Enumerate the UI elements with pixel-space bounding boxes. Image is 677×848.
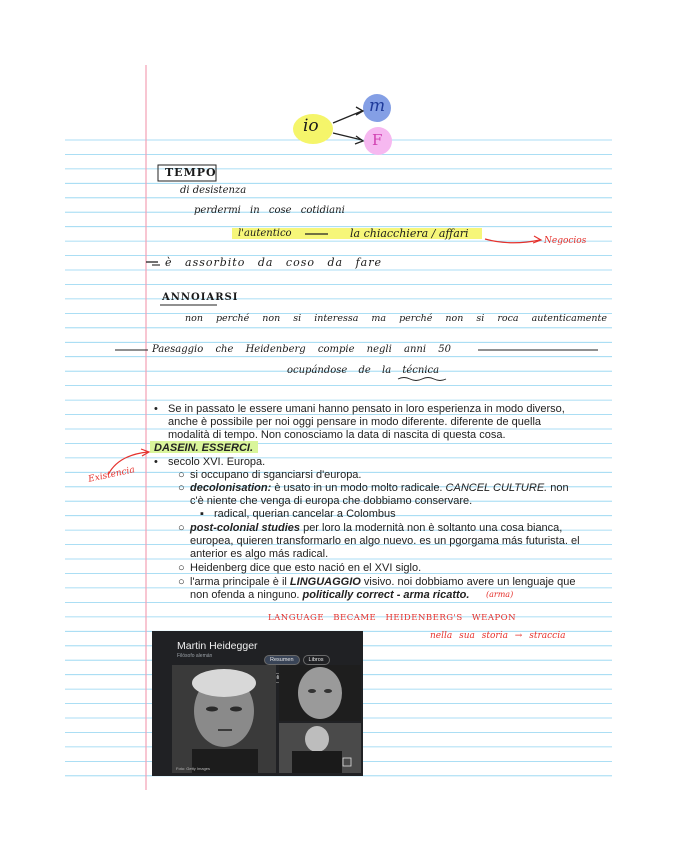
red-note-2: nella sua storia → straccia <box>430 631 566 641</box>
arma-note: (arma) <box>486 590 514 599</box>
paesaggio-line1: Paesaggio che Heidenberg compie negli anni 50 <box>152 344 451 355</box>
typed-s2: ○ decolonisation: è usato in un modo molto radicale. CANCEL CULTURE. non <box>178 482 569 494</box>
typed-p2: • secolo XVI. Europa. <box>154 456 266 468</box>
annoiarsi-line1: non perché non si interessa ma perché non si roca autenticamente <box>185 313 607 324</box>
io-label: io <box>303 116 319 136</box>
typed-s3-line2: europea, quieren transformarlo en algo nuevo. es un pgorgama más futurista. el <box>190 535 580 547</box>
tempo-line4: è assorbito da coso da fare <box>165 256 382 269</box>
typed-s2-line2: c'è niente che venga di europa che dobbiamo conservare. <box>190 495 473 507</box>
annoiarsi-heading: ANNOIARSI <box>162 292 239 303</box>
existencia-note: Existencia <box>87 465 136 485</box>
tempo-line3-left: l'autentico <box>238 228 292 239</box>
bullet-icon: ▪ <box>200 508 204 520</box>
typed-ss1: ▪ radical, querian cancelar a Colombus <box>200 508 396 520</box>
typed-p1-line2: anche è possibile per noi oggi pensare in modo diferente. diferente de quella <box>168 416 542 428</box>
paesaggio-line2-a: ocupándose de la <box>287 365 392 376</box>
tab-libros[interactable]: Libros <box>303 655 330 665</box>
circle-bullet-icon: ○ <box>178 469 185 481</box>
typed-s3: ○ post-colonial studies per loro la modernità non è soltanto una cosa bianca, <box>178 522 563 534</box>
f-label: F <box>372 131 383 149</box>
heidegger-photo-panel <box>152 631 363 776</box>
photo-title: Martin Heidegger <box>177 640 258 652</box>
m-label: m <box>369 96 386 116</box>
red-note-1: LANGUAGE BECAME HEIDENBERG'S WEAPON <box>268 613 517 623</box>
tecnica-word: técnica <box>402 365 440 376</box>
portrait-images <box>152 631 363 776</box>
typed-s5: ○ l'arma principale è il LINGUAGGIO visivo. noi dobbiamo avere un lenguaje que <box>178 576 576 588</box>
typed-p1-line3: modalità di tempo. Non conosciamo la data di nascita di questa cosa. <box>168 429 506 441</box>
typed-s3-line3: anterior es algo más radical. <box>190 548 329 560</box>
bullet-icon: • <box>154 456 158 468</box>
tempo-line1: di desistenza <box>180 185 247 196</box>
typed-p1-line1: • Se in passato le essere umani hanno pensato in loro esperienza in modo diverso, <box>154 403 565 415</box>
dasein-line: DASEIN. ESSERCI. <box>154 442 254 454</box>
tempo-line2: perdermi in cose cotidiani <box>194 205 345 216</box>
circle-bullet-icon: ○ <box>178 562 185 574</box>
circle-bullet-icon: ○ <box>178 522 185 534</box>
paesaggio-line2 <box>287 365 439 376</box>
tab-resumen[interactable]: Resumen <box>264 655 300 665</box>
photo-subtitle: Filósofo alemán <box>177 653 213 659</box>
bullet-icon: • <box>154 403 158 415</box>
typed-s1: ○ si occupano di sganciarsi d'europa. <box>178 469 362 481</box>
typed-s4: ○ Heidenberg dice que esto nació en el XVI siglo. <box>178 562 422 574</box>
circle-bullet-icon: ○ <box>178 576 185 588</box>
tempo-line3-right: la chiacchiera / affari <box>350 227 469 240</box>
tempo-heading: TEMPO <box>165 166 217 179</box>
photo-credit: Foto: Getty Images <box>176 766 211 771</box>
typed-s5-line2: non ofenda a ninguno. politically correct - arma ricatto. <box>190 589 470 601</box>
negocios-note: Negocios <box>544 236 587 246</box>
circle-bullet-icon: ○ <box>178 482 185 494</box>
